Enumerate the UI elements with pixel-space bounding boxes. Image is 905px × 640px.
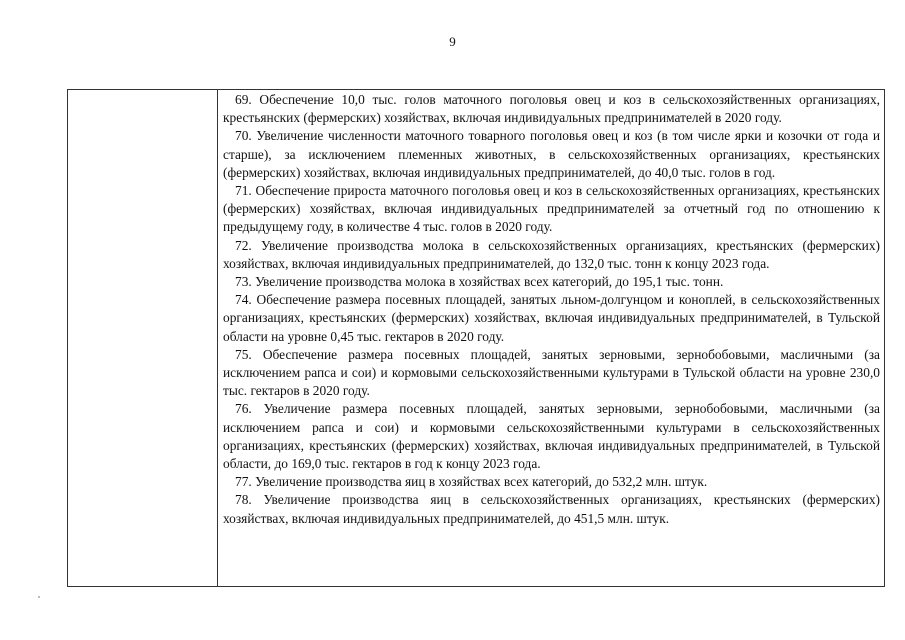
list-item-76: 76. Увеличение размера посевных площадей, занятых зерновыми, зернобобовыми, масличными (за исключением рапса и сои) и кормовыми сельскохозяйственными культурами в сельскохозяйственных организациях, крестьянских (фермерских) хозяйствах, включая индивидуальных предпринимателей, в Тульской области, до 169,0 тыс. гектаров в год к концу 2023 года. [223,401,880,472]
scan-speck [38,596,40,598]
table-left-cell [68,90,218,586]
list-item-77: 77. Увеличение производства яиц в хозяйствах всех категорий, до 532,2 млн. штук. [235,474,708,490]
table-right-cell [218,90,884,586]
list-item-75: 75. Обеспечение размера посевных площадей, занятых зерновыми, зернобобовыми, масличными (за исключением рапса и сои) и кормовыми сельскохозяйственными культурами в Тульской области на уровне 230,0 тыс. гектаров в 2020 году. [223,346,880,399]
document-table [67,89,885,587]
list-item-69: 69. Обеспечение 10,0 тыс. голов маточного поголовья овец и коз в сельскохозяйственных организациях, крестьянских (фермерских) хозяйствах, включая индивидуальных предпринимателей в 2020 году. [223,92,880,126]
list-item-78: 78. Увеличение производства яиц в сельскохозяйственных организациях, крестьянских (фермерских) хозяйствах, включая индивидуальных предпринимателей, до 451,5 млн. штук. [223,492,880,526]
list-item-73: 73. Увеличение производства молока в хозяйствах всех категорий, до 195,1 тыс. тонн. [235,274,724,290]
list-item-74: 74. Обеспечение размера посевных площадей, занятых льном-долгунцом и коноплей, в сельскохозяйственных организациях, крестьянских (фермерских) хозяйствах, включая индивидуальных предпринимателей, в Тульской области на уровне 0,45 тыс. гектаров в 2020 году. [223,292,880,344]
list-item-70: 70. Увеличение численности маточного товарного поголовья овец и коз (в том числе ярки и козочки от года и старше), за исключением племенных животных, в сельскохозяйственных организациях, крестьянских (фермерских) хозяйствах, включая индивидуальных предпринимателей, до 40,0 тыс. голов в год. [223,128,880,180]
list-item-71: 71. Обеспечение прироста маточного поголовья овец и коз в сельскохозяйственных организациях, крестьянских (фермерских) хозяйствах, включая индивидуальных предпринимателей за отчетный год по отношению к предыдущему году, в количестве 4 тыс. голов в 2020 году. [223,183,880,235]
list-item-72: 72. Увеличение производства молока в сельскохозяйственных организациях, крестьянских (фермерских) хозяйствах, включая индивидуальных предпринимателей, до 132,0 тыс. тонн к концу 2023 года. [223,237,880,271]
page-number: 9 [449,34,456,49]
